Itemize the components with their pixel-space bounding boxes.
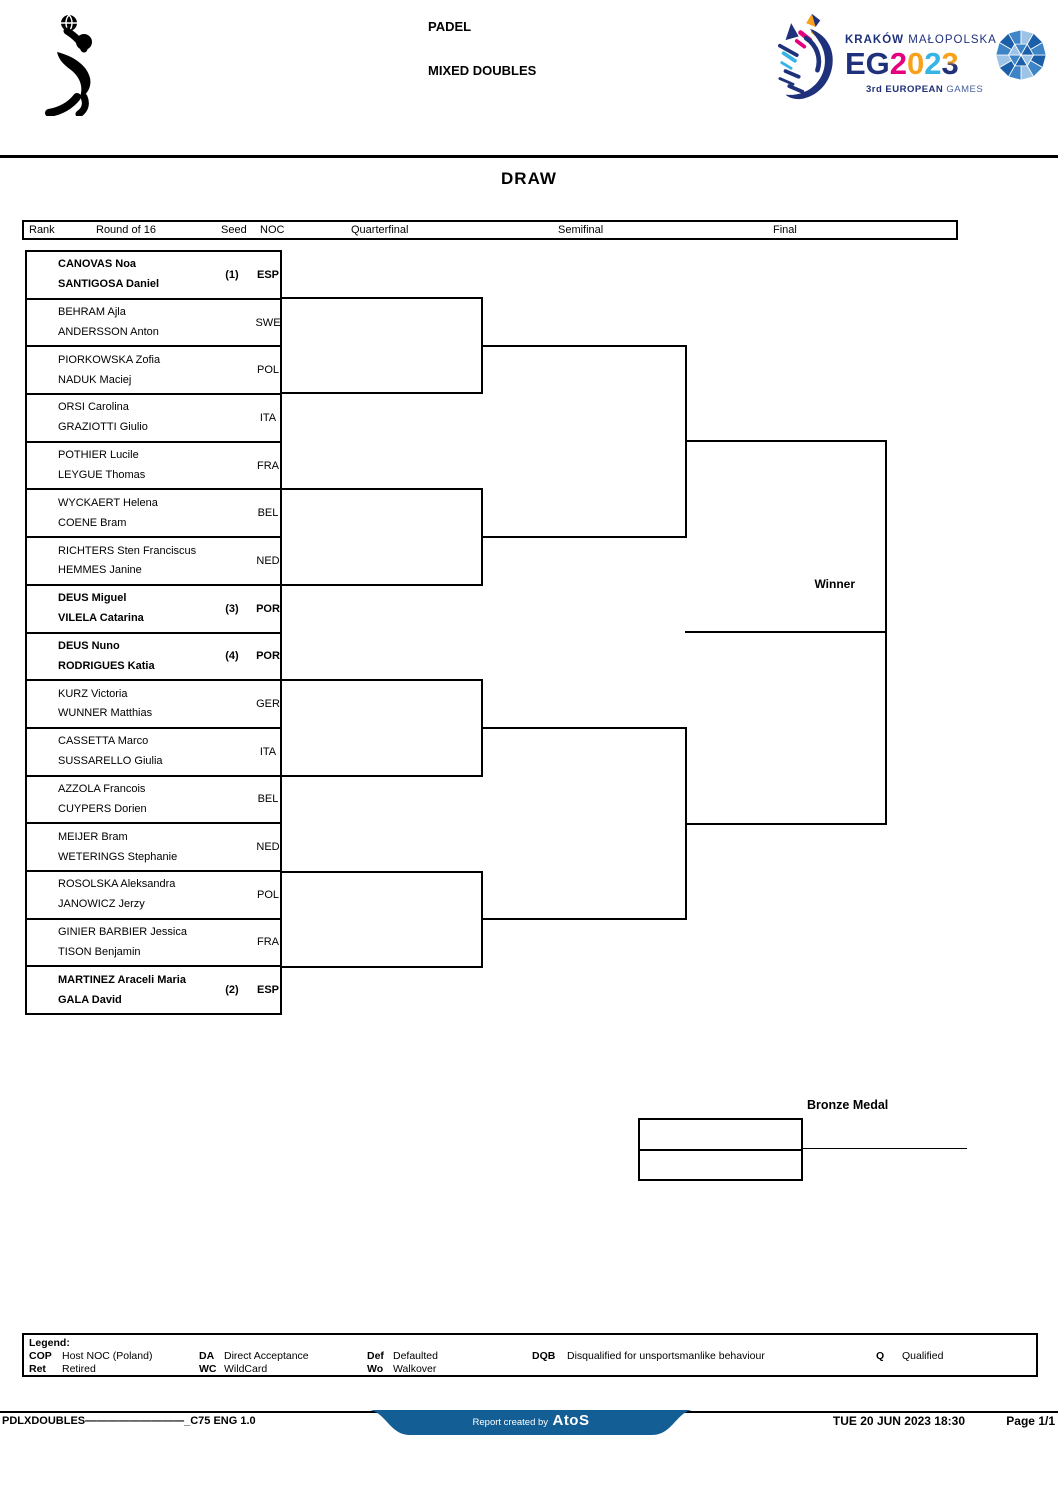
- legend-abbr: COP: [29, 1350, 52, 1362]
- player-name: CASSETTA Marco: [58, 735, 149, 748]
- player-name: GINIER BARBIER Jessica: [58, 926, 187, 939]
- legend-abbr: Ret: [29, 1363, 46, 1375]
- city-label: KRAKÓW: [845, 34, 905, 46]
- footer-page-number: Page 1/1: [1006, 1414, 1055, 1428]
- noc-label: BEL: [257, 793, 279, 806]
- champion-line: [685, 631, 887, 633]
- r16-winner-line: [282, 297, 483, 299]
- noc-label: GER: [256, 698, 280, 711]
- seed-label: (2): [225, 984, 239, 997]
- wordmark-digit: 0: [907, 46, 925, 81]
- team-cell: [27, 872, 280, 920]
- legend-desc: Disqualified for unsportsmanlike behaviour: [567, 1350, 765, 1362]
- player-name: LEYGUE Thomas: [58, 469, 146, 482]
- quarterfinal-winner-line: [481, 727, 687, 729]
- player-name: SUSSARELLO Giulia: [58, 755, 163, 768]
- player-name: COENE Bram: [58, 516, 127, 529]
- eoc-diamond-icon: [994, 28, 1048, 82]
- noc-label: ESP: [256, 268, 279, 281]
- team-cell: [27, 490, 280, 538]
- col-seed: Seed: [221, 224, 247, 236]
- col-noc: NOC: [260, 224, 285, 236]
- eg2023-lynx-icon: [778, 10, 840, 104]
- legend-desc: Defaulted: [393, 1350, 438, 1362]
- quarterfinal-winner-line: [481, 918, 687, 920]
- team-cell: [27, 681, 280, 729]
- player-name: WETERINGS Stephanie: [58, 850, 178, 863]
- seed-label: (4): [225, 650, 239, 663]
- r16-winner-line: [282, 966, 483, 968]
- seed-label: (1): [225, 268, 239, 281]
- player-name: MEIJER Bram: [58, 830, 128, 843]
- r16-winner-line: [282, 392, 483, 394]
- noc-label: POL: [256, 888, 279, 901]
- player-name: CUYPERS Dorien: [58, 802, 147, 815]
- noc-label: FRA: [257, 459, 279, 472]
- team-cell: [27, 347, 280, 395]
- player-name: AZZOLA Francois: [58, 782, 146, 795]
- player-name: RODRIGUES Katia: [58, 659, 155, 672]
- noc-label: ESP: [256, 984, 279, 997]
- noc-label: ITA: [259, 411, 277, 424]
- bronze-medal-box: [638, 1118, 803, 1181]
- r16-winner-line: [282, 775, 483, 777]
- legend-desc: Retired: [62, 1363, 96, 1375]
- player-name: HEMMES Janine: [58, 564, 142, 577]
- semifinal-winner-line: [685, 440, 887, 442]
- games-location-text: [845, 34, 997, 46]
- r16-winner-line: [282, 488, 483, 490]
- player-name: VILELA Catarina: [58, 612, 144, 625]
- col-rank: Rank: [29, 224, 55, 236]
- legend-abbr: Q: [876, 1350, 885, 1362]
- page-title: DRAW: [501, 169, 557, 188]
- winner-label: Winner: [814, 577, 855, 591]
- noc-label: POR: [256, 650, 280, 663]
- noc-label: NED: [256, 554, 280, 567]
- player-name: SANTIGOSA Daniel: [58, 278, 160, 291]
- legend-desc: WildCard: [224, 1363, 268, 1375]
- region-label: MAŁOPOLSKA: [908, 34, 997, 46]
- noc-label: BEL: [257, 507, 279, 520]
- edition-light-label: GAMES: [946, 84, 984, 95]
- col-round-of-16: Round of 16: [96, 224, 156, 236]
- player-name: WYCKAERT Helena: [58, 496, 158, 509]
- legend-title: Legend:: [29, 1337, 70, 1349]
- r16-winner-line: [282, 871, 483, 873]
- round16-box: [25, 250, 282, 1015]
- player-name: PIORKOWSKA Zofia: [58, 353, 161, 366]
- player-name: MARTINEZ Araceli Maria: [58, 973, 186, 986]
- bronze-team-cell: [640, 1151, 801, 1180]
- noc-label: POR: [256, 602, 280, 615]
- report-credit: [366, 1412, 696, 1430]
- player-name: GRAZIOTTI Giulio: [58, 421, 148, 434]
- legend-desc: Direct Acceptance: [224, 1350, 309, 1362]
- team-cell: [27, 252, 280, 300]
- event-title: MIXED DOUBLES: [428, 63, 537, 78]
- legend-abbr: Def: [367, 1350, 384, 1362]
- header-divider: [0, 155, 1058, 158]
- team-cell: [27, 538, 280, 586]
- col-quarterfinal: Quarterfinal: [351, 224, 409, 236]
- team-cell: [27, 300, 280, 348]
- player-name: BEHRAM Ajla: [58, 306, 126, 319]
- player-name: KURZ Victoria: [58, 687, 128, 700]
- bracket-header-row: [22, 220, 958, 240]
- player-name: TISON Benjamin: [58, 945, 141, 958]
- bronze-medal-label: Bronze Medal: [807, 1098, 889, 1112]
- player-name: NADUK Maciej: [58, 373, 132, 386]
- player-name: RICHTERS Sten Franciscus: [58, 544, 197, 557]
- r16-winner-line: [282, 584, 483, 586]
- wordmark-digit: 2: [889, 46, 908, 81]
- player-name: ORSI Carolina: [58, 401, 129, 414]
- col-semifinal: Semifinal: [558, 224, 604, 236]
- player-name: POTHIER Lucile: [58, 449, 139, 462]
- report-credit-text: Report created by: [472, 1417, 549, 1428]
- legend-box: [22, 1333, 1038, 1377]
- player-name: JANOWICZ Jerzy: [58, 898, 145, 911]
- atos-brand: AtoS: [552, 1412, 590, 1429]
- player-name: CANOVAS Noa: [58, 258, 137, 271]
- bronze-winner-line: [803, 1148, 967, 1149]
- team-cell: [27, 967, 280, 1013]
- footer-doc-code: PDLXDOUBLES—————————_C75 ENG 1.0: [2, 1415, 256, 1427]
- sport-title: PADEL: [428, 19, 472, 34]
- quarterfinal-winner-line: [481, 345, 687, 347]
- team-cell: [27, 824, 280, 872]
- legend-abbr: DQB: [532, 1350, 556, 1362]
- team-cell: [27, 729, 280, 777]
- noc-label: POL: [256, 364, 279, 377]
- player-name: DEUS Miguel: [58, 592, 127, 605]
- player-name: DEUS Nuno: [58, 639, 120, 652]
- player-name: GALA David: [58, 993, 122, 1006]
- player-name: ANDERSSON Anton: [58, 325, 159, 338]
- team-cell: [27, 920, 280, 968]
- wordmark-digit: 3: [941, 46, 959, 81]
- edition-bold-label: 3rd EUROPEAN: [866, 84, 944, 95]
- col-final: Final: [773, 224, 797, 236]
- seed-label: (3): [225, 602, 239, 615]
- legend-abbr: WC: [199, 1363, 217, 1375]
- footer-datetime: TUE 20 JUN 2023 18:30: [832, 1414, 965, 1428]
- legend-abbr: Wo: [367, 1363, 384, 1375]
- wordmark-prefix: EG: [845, 46, 890, 81]
- team-cell: [27, 777, 280, 825]
- r16-winner-line: [282, 679, 483, 681]
- team-cell: [27, 395, 280, 443]
- games-edition-text: [866, 84, 983, 95]
- legend-abbr: DA: [199, 1350, 215, 1362]
- team-cell: [27, 634, 280, 682]
- player-name: WUNNER Matthias: [58, 707, 153, 720]
- legend-desc: Qualified: [902, 1350, 944, 1362]
- wordmark-digit: 2: [924, 46, 942, 81]
- semifinal-winner-line: [685, 823, 887, 825]
- legend-desc: Walkover: [393, 1363, 437, 1375]
- bronze-team-cell: [640, 1120, 801, 1151]
- player-name: ROSOLSKA Aleksandra: [58, 878, 176, 891]
- team-cell: [27, 586, 280, 634]
- eg2023-wordmark: [845, 46, 959, 82]
- legend-desc: Host NOC (Poland): [62, 1350, 153, 1362]
- noc-label: ITA: [259, 745, 277, 758]
- quarterfinal-winner-line: [481, 536, 687, 538]
- team-cell: [27, 443, 280, 491]
- noc-label: FRA: [257, 936, 279, 949]
- noc-label: NED: [256, 841, 280, 854]
- noc-label: SWE: [255, 316, 281, 329]
- padel-player-icon: [37, 12, 107, 116]
